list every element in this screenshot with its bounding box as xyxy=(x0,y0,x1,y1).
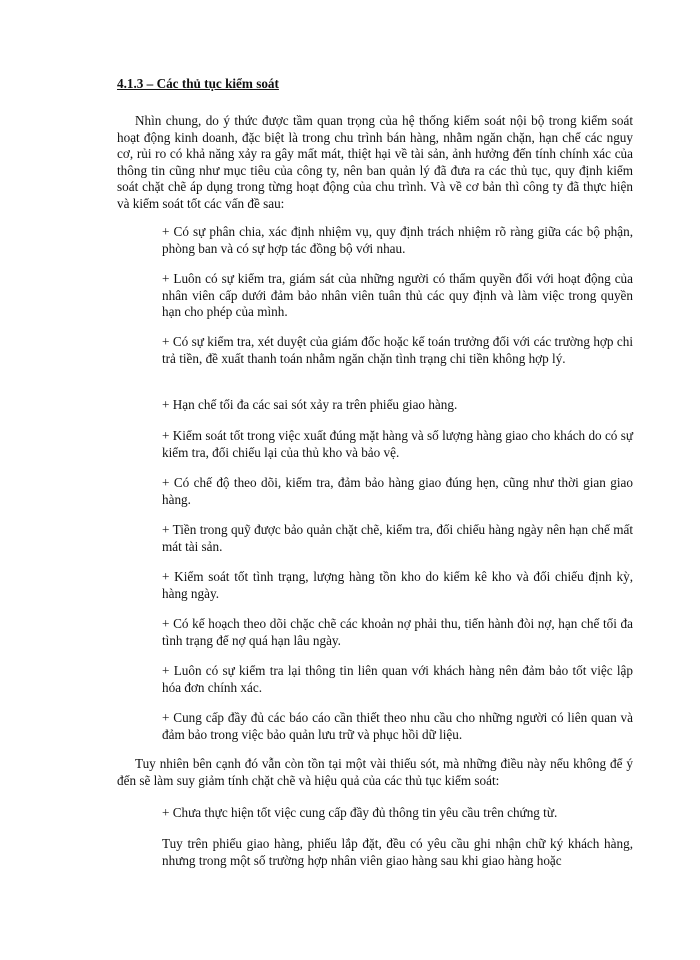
list-item: + Có sự phân chia, xác định nhiệm vụ, quy định trách nhiệm rõ ràng giữa các bộ phận, phòng ban và có sự hợp tác đồng bộ với nhau. xyxy=(162,224,633,256)
list-item: + Hạn chế tối đa các sai sót xảy ra trên phiếu giao hàng. xyxy=(162,397,458,412)
intro-paragraph: Nhìn chung, do ý thức được tầm quan trọng của hệ thống kiểm soát nội bộ trong kiểm soát hoạt động kinh doanh, đặc biệt là trong chu trình bán hàng, nhằm ngăn chặn, hạn chế các nguy cơ, rủi ro có khả năng xảy ra gây mất mát, thiệt hại về tài sản, ảnh hưởng đến tính chính xác của thông tin cũng như mục tiêu của công ty, nên ban quản lý đã đưa ra các thủ tục, quy định kiểm soát chặt chẽ áp dụng trong từng hoạt động của chu trình. Và về cơ bản thì công ty đã thực hiện và kiểm soát tốt các vấn đề sau: xyxy=(117,113,633,211)
weakness-detail: Tuy trên phiếu giao hàng, phiếu lắp đặt, đều có yêu cầu ghi nhận chữ ký khách hàng, nhưng trong một số trường hợp nhân viên giao hàng sau khi giao hàng hoặc xyxy=(162,836,633,868)
list-item: + Có sự kiểm tra, xét duyệt của giám đốc hoặc kế toán trưởng đối với các trường hợp chi trả tiền, đề xuất thanh toán nhằm ngăn chặn tình trạng chi tiền không hợp lý. xyxy=(162,334,633,366)
section-heading: 4.1.3 – Các thủ tục kiểm soát xyxy=(117,76,279,91)
list-item: + Luôn có sự kiểm tra, giám sát của những người có thẩm quyền đối với hoạt động của nhân viên cấp dưới đảm bảo nhân viên tuân thủ các quy định và làm việc trong quyền hạn cho phép của mình. xyxy=(162,271,633,320)
list-item: + Có chế độ theo dõi, kiểm tra, đảm bảo hàng giao đúng hẹn, cũng như thời gian giao hàng. xyxy=(162,475,633,507)
weakness-item: + Chưa thực hiện tốt việc cung cấp đầy đủ thông tin yêu cầu trên chứng từ. xyxy=(162,805,558,820)
list-item: + Kiểm soát tốt trong việc xuất đúng mặt hàng và số lượng hàng giao cho khách do có sự kiểm tra, đối chiếu lại của thủ kho và bảo vệ. xyxy=(162,428,633,460)
list-item: + Kiểm soát tốt tình trạng, lượng hàng tồn kho do kiểm kê kho và đối chiếu định kỳ, hàng ngày. xyxy=(162,569,633,601)
transition-paragraph: Tuy nhiên bên cạnh đó vẫn còn tồn tại một vài thiếu sót, mà những điều này nếu không để ý đến sẽ làm suy giảm tính chặt chẽ và hiệu quả của các thủ tục kiểm soát: xyxy=(117,756,633,788)
list-item: + Có kế hoạch theo dõi chặc chẽ các khoản nợ phải thu, tiến hành đòi nợ, hạn chế tối đa tình trạng để nợ quá hạn lâu ngày. xyxy=(162,616,633,648)
list-item: + Tiền trong quỹ được bảo quản chặt chẽ, kiểm tra, đối chiếu hàng ngày nên hạn chế mất mát tài sản. xyxy=(162,522,633,554)
list-item: + Luôn có sự kiểm tra lại thông tin liên quan với khách hàng nên đảm bảo tốt việc lập hóa đơn chính xác. xyxy=(162,663,633,695)
list-item: + Cung cấp đầy đủ các báo cáo cần thiết theo nhu cầu cho những người có liên quan và đảm bảo trong việc bảo quản lưu trữ và phục hồi dữ liệu. xyxy=(162,710,633,742)
